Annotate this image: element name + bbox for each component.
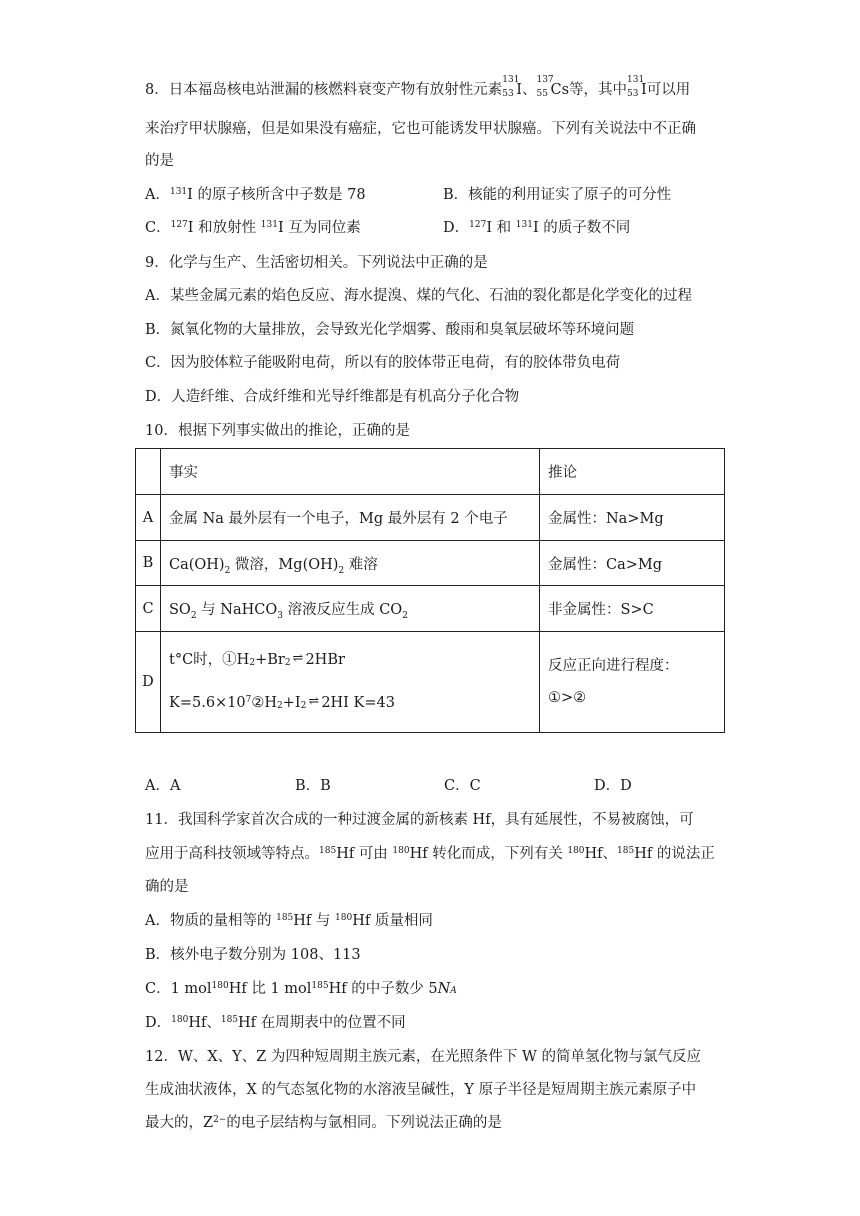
row-fact: $SO_2$ 与 NaHCO$_3$ 溶液反应生成 $CO_2$ [161, 586, 540, 632]
q11-option-b: B．核外电子数分别为 108、113 [145, 947, 361, 963]
row-key: C [136, 586, 161, 632]
q10-stem: 10．根据下列事实做出的推论，正确的是 [145, 423, 410, 439]
row-fact: 金属 Na 最外层有一个电子，Mg 最外层有 2 个电子 [161, 495, 540, 541]
table-row [136, 495, 725, 541]
q9-option-d: D．人造纤维、合成纤维和光导纤维都是有机高分子化合物 [145, 389, 520, 405]
q8-option-a: A．$^{131}$I 的原子核所含中子数是 78 [145, 187, 366, 203]
q11-option-d: D．$^{180}$Hf、$^{185}$Hf 在周期表中的位置不同 [145, 1015, 406, 1031]
q10-facts-table [135, 448, 725, 733]
table-row [136, 541, 725, 586]
row-fact: $Ca(OH)_2$ 微溶，$Mg(OH)_2$ 难溶 [161, 541, 540, 586]
q9-option-a: A．某些金属元素的焰色反应、海水提溴、煤的气化、石油的裂化都是化学变化的过程 [145, 288, 692, 304]
header-inference: 推论 [540, 449, 725, 495]
equilibrium-arrow-icon: ⇌ [292, 651, 304, 666]
q11-line-2: 应用于高科技领域等特点。$^{185}$Hf 可由 $^{180}$Hf 转化而成，下列有关 $^{180}$Hf、$^{185}$Hf 的说法正 [145, 846, 715, 862]
header-fact: 事实 [161, 449, 540, 495]
row-inference: 金属性：Ca>Mg [540, 541, 725, 586]
q11-option-a: A．物质的量相等的 $^{185}$Hf 与 $^{180}$Hf 质量相同 [145, 913, 433, 929]
q12-line-2: 生成油状液体，X 的气态氢化物的水溶液呈碱性，Y 原子半径是短周期主族元素原子中 [145, 1082, 697, 1098]
table-header-row [136, 449, 725, 495]
q8-line-2: 来治疗甲状腺癌，但是如果没有癌症，它也可能诱发甲状腺癌。下列有关说法中不正确 [145, 121, 696, 137]
row-key: B [136, 541, 161, 586]
q8-option-d: D．$^{127}$I 和 $^{131}$I 的质子数不同 [443, 220, 631, 236]
q10-option-b: B．B [295, 778, 331, 794]
q8-option-b: B．核能的利用证实了原子的可分性 [443, 187, 672, 203]
row-inference: 反应正向进行程度： ①>② [540, 632, 725, 733]
table-row [136, 632, 725, 733]
q12-line-3: 最大的，$Z^{2-}$的电子层结构与氩相同。下列说法正确的是 [145, 1115, 502, 1131]
equilibrium-arrow-icon: ⇌ [308, 694, 320, 709]
q11-line-1: 11．我国科学家首次合成的一种过渡金属的新核素 Hf，具有延展性，不易被腐蚀，可 [145, 812, 694, 828]
row-key: A [136, 495, 161, 541]
q9-stem: 9．化学与生产、生活密切相关。下列说法中正确的是 [145, 255, 488, 271]
q8-option-c: C．$^{127}$I 和放射性 $^{131}$I 互为同位素 [145, 220, 361, 236]
nuclide-i131-b: 131 53 I [627, 75, 647, 99]
q10-option-d: D．D [594, 778, 632, 794]
q10-option-a: A．A [145, 778, 181, 794]
q8-line-1: 8．日本福岛核电站泄漏的核燃料衰变产物有放射性元素 131 53 I、 137 55 Cs等，其中 131 53 I可以用 [145, 75, 691, 99]
q9-option-c: C．因为胶体粒子能吸附电荷，所以有的胶体带正电荷，有的胶体带负电荷 [145, 355, 621, 371]
nuclide-i131: 131 53 I [502, 75, 522, 99]
nuclide-cs137: 137 55 Cs [536, 75, 570, 99]
q8-line-3: 的是 [145, 153, 174, 169]
q12-line-1: 12．W、X、Y、Z 为四种短周期主族元素，在光照条件下 W 的简单氢化物与氯气反应 [145, 1049, 702, 1065]
row-key: D [136, 632, 161, 733]
row-inference: 金属性：Na>Mg [540, 495, 725, 541]
table-corner-cell [136, 449, 161, 495]
q10-option-c: C．C [444, 778, 481, 794]
q9-option-b: B．氮氧化物的大量排放，会导致光化学烟雾、酸雨和臭氧层破坏等环境问题 [145, 322, 635, 338]
row-inference: 非金属性：S>C [540, 586, 725, 632]
table-row [136, 586, 725, 632]
q11-option-c: C．1 mol$^{180}$Hf 比 1 mol$^{185}$Hf 的中子数少 $5N_A$ [145, 981, 457, 997]
q11-line-3: 确的是 [145, 879, 189, 895]
row-fact: t°C时，$①H_2+Br_2$ ⇌ 2HBr $K=5.6\times 10^7②H_2+I_2$ ⇌ 2HI K=43 [161, 632, 540, 733]
